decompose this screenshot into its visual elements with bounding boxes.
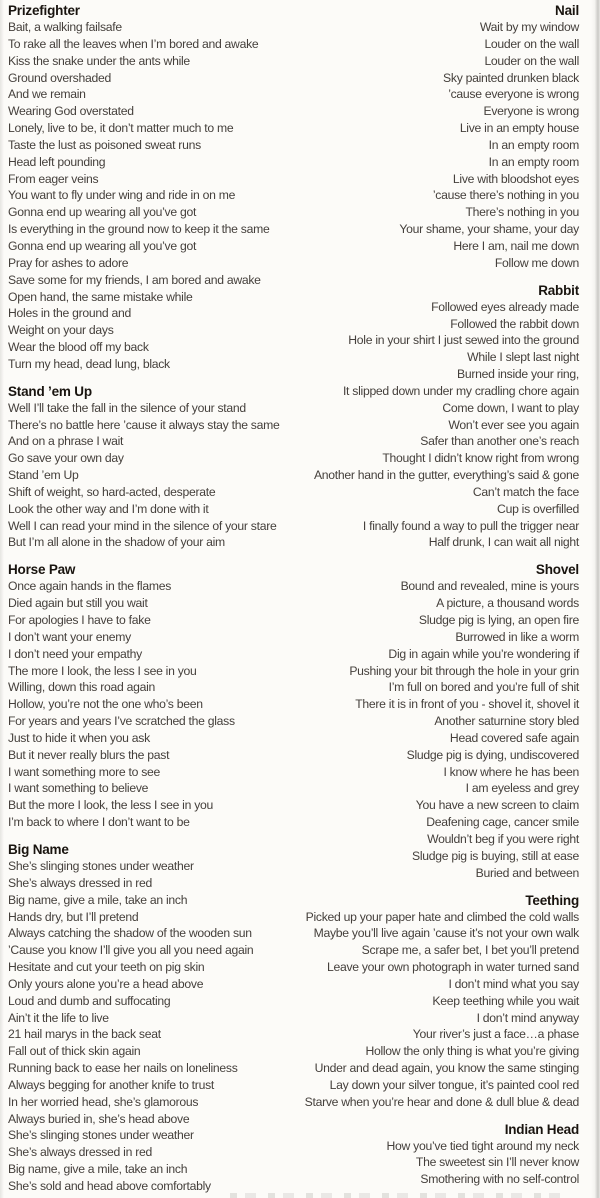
lyric-line: Taste the lust as poisoned sweat runs — [8, 137, 201, 152]
lyric-line: But I’m all alone in the shadow of your aim — [8, 535, 225, 550]
lyric-line: Cup is overfilled — [497, 501, 579, 516]
lyric-line: Safer than another one’s reach — [420, 434, 579, 449]
lyric-line: Followed the rabbit down — [450, 316, 579, 331]
lyric-line: Gonna end up wearing all you’ve got — [8, 205, 197, 220]
lyric-line: Bound and revealed, mine is yours — [400, 579, 579, 594]
lyric-line: Wait by my window — [479, 20, 579, 34]
song-section — [300, 282, 579, 552]
lyric-line: I’m full on bored and you’re full of shit — [388, 680, 579, 695]
lyric-line: Hole in your shirt I just sewed into the ground — [348, 333, 579, 348]
lyric-line: Your shame, your shame, your day — [399, 222, 579, 237]
song-title: Teething — [525, 892, 579, 908]
song-title: Nail — [555, 3, 579, 18]
lyric-line: Kiss the snake under the ants while — [8, 53, 190, 68]
song-section — [8, 383, 300, 552]
lyric-line: Smothering with no self-control — [420, 1172, 579, 1187]
lyric-line: Live in an empty house — [459, 121, 579, 136]
lyric-line: I don’t need your empathy — [8, 646, 142, 661]
lyric-line: It slipped down under my cradling chore again — [342, 383, 579, 398]
lyric-line: A picture, a thousand words — [436, 596, 579, 611]
lyric-line: The sweetest sin I’ll never know — [415, 1155, 579, 1170]
song-title: Big Name — [8, 841, 69, 857]
lyric-line: Deafening cage, cancer smile — [426, 815, 579, 830]
lyric-line: Burrowed in like a worm — [455, 629, 579, 644]
lyric-line: For years and years I’ve scratched the glass — [8, 714, 235, 729]
lyric-line: Running back to ease her nails on loneliness — [8, 1061, 238, 1076]
lyric-line: Your river’s just a face…a phase — [412, 1027, 579, 1042]
lyric-line: Gonna end up wearing all you’ve got — [8, 238, 197, 253]
lyric-line: You have a new screen to claim — [415, 798, 579, 813]
lyric-line: And on a phrase I wait — [8, 434, 124, 449]
song-section — [300, 2, 579, 272]
lyric-line: In an empty room — [488, 154, 579, 169]
lyric-line: Big name, give a mile, take an inch — [8, 892, 188, 907]
lyric-line: Starve when you’re hear and done & dull blue & dead — [304, 1094, 579, 1109]
lyric-line: Willing, down this road again — [8, 680, 156, 695]
lyric-line: I don’t mind what you say — [448, 976, 579, 991]
lyric-line: Hollow, you’re not the one who’s been — [8, 697, 203, 712]
left-column — [0, 2, 300, 1198]
lyric-line: Is everything in the ground now to keep it the same — [8, 222, 270, 237]
lyric-line: Fall out of thick skin again — [8, 1044, 141, 1059]
lyric-line: I want something more to see — [8, 764, 161, 779]
lyric-line: Wouldn’t beg if you were right — [427, 831, 579, 846]
lyric-line: I don’t mind anyway — [476, 1010, 579, 1025]
lyric-line: You want to fly under wing and ride in on me — [8, 188, 236, 203]
song-section — [300, 1121, 579, 1189]
lyric-line: And we remain — [8, 87, 86, 102]
lyric-line: Turn my head, dead lung, black — [8, 356, 170, 371]
lyric-line: Holes in the ground and — [8, 306, 131, 321]
lyric-line: Open hand, the same mistake while — [8, 289, 193, 304]
lyric-line: 21 hail marys in the back seat — [8, 1027, 161, 1042]
lyric-line: There’s nothing in you — [465, 205, 579, 220]
lyric-line: Maybe you’ll live again ’cause it’s not your own walk — [313, 926, 579, 941]
lyric-line: I am eyeless and grey — [465, 781, 579, 796]
lyric-line: Scrape me, a safer bet, I bet you’ll pretend — [361, 943, 579, 958]
lyric-line: Dig in again while you’re wondering if — [388, 646, 579, 661]
lyric-line: Come down, I want to play — [442, 400, 579, 415]
lyric-line: She’s always dressed in red — [8, 1145, 152, 1160]
lyric-line: How you’ve tied tight around my neck — [386, 1138, 579, 1153]
lyric-line: Louder on the wall — [484, 36, 579, 51]
lyric-line: She’s slinging stones under weather — [8, 1128, 194, 1143]
right-column — [300, 2, 600, 1198]
lyric-line: Ground overshaded — [8, 70, 111, 85]
lyric-line: Another hand in the gutter, everything’s said & gone — [313, 468, 579, 483]
lyric-line: Always begging for another knife to trust — [8, 1077, 214, 1092]
lyric-line: Hands dry, but I’ll pretend — [8, 909, 139, 924]
lyric-line: Under and dead again, you know the same stinging — [314, 1061, 579, 1076]
lyric-line: Lonely, live to be, it don’t matter much to me — [8, 121, 234, 136]
lyric-line: Everyone is wrong — [483, 104, 579, 119]
lyric-line: Pray for ashes to adore — [8, 255, 129, 270]
lyric-line: I’m back to where I don’t want to be — [8, 815, 190, 830]
lyric-line: Weight on your days — [8, 323, 114, 338]
lyric-line: I know where he has been — [443, 764, 579, 779]
lyric-line: Head left pounding — [8, 154, 106, 169]
lyric-line: I want something to believe — [8, 781, 149, 796]
lyric-line: Hollow the only thing is what you’re giving — [365, 1044, 579, 1059]
lyric-line: Stand ’em Up — [8, 468, 79, 483]
lyric-line: Once again hands in the flames — [8, 579, 172, 594]
lyric-line: Wearing God overstated — [8, 104, 134, 119]
lyric-line: Just to hide it when you ask — [8, 730, 150, 745]
lyric-line: Picked up your paper hate and climbed the cold walls — [305, 909, 579, 924]
lyric-line: Well I can read your mind in the silence of your stare — [8, 518, 277, 533]
song-section — [300, 561, 579, 881]
lyric-line: Won’t ever see you again — [448, 417, 579, 432]
lyric-line: But the more I look, the less I see in you — [8, 798, 214, 813]
lyric-line: Half drunk, I can wait all night — [428, 535, 579, 550]
lyric-line: Big name, give a mile, take an inch — [8, 1162, 188, 1177]
song-section — [8, 2, 300, 373]
lyric-line: Can’t match the face — [472, 484, 579, 499]
lyric-line: Pushing your bit through the hole in your grin — [349, 663, 579, 678]
lyric-line: Well I’ll take the fall in the silence of your stand — [8, 400, 246, 415]
lyric-line: While I slept last night — [467, 350, 579, 365]
song-title: Stand ’em Up — [8, 383, 92, 399]
lyric-line: She’s always dressed in red — [8, 875, 152, 890]
lyric-line: There it is in front of you - shovel it, shovel it — [355, 697, 579, 712]
lyric-line: Live with bloodshot eyes — [452, 171, 579, 186]
lyric-line: The more I look, the less I see in you — [8, 663, 197, 678]
song-section — [300, 892, 579, 1111]
lyric-line: Thought I didn’t know right from wrong — [382, 451, 579, 466]
lyric-line: Always buried in, she’s head above — [8, 1111, 190, 1126]
lyric-line: But it never really blurs the past — [8, 747, 170, 762]
lyric-line: Followed eyes already made — [431, 299, 579, 314]
lyric-line: Here I am, nail me down — [453, 238, 579, 253]
song-section — [8, 841, 300, 1195]
lyric-line: In her worried head, she’s glamorous — [8, 1094, 199, 1109]
lyric-line: ’cause everyone is wrong — [448, 87, 579, 102]
lyric-line: Loud and dumb and suffocating — [8, 993, 171, 1008]
lyric-line: Sludge pig is lying, an open fire — [418, 613, 579, 627]
lyric-line: Save some for my friends, I am bored and awake — [8, 272, 261, 287]
lyric-line: Only yours alone you’re a head above — [8, 976, 204, 991]
song-title: Prizefighter — [8, 3, 80, 18]
song-title: Horse Paw — [8, 562, 76, 578]
song-section — [8, 561, 300, 831]
lyric-line: Sludge pig is dying, undiscovered — [406, 747, 579, 762]
lyric-line: Lay down your silver tongue, it’s painted cool red — [329, 1077, 579, 1092]
lyric-line: For apologies I have to fake — [8, 613, 151, 627]
lyric-line: Shift of weight, so hard-acted, desperate — [8, 484, 216, 499]
lyric-line: She’s slinging stones under weather — [8, 858, 194, 873]
song-title: Shovel — [535, 562, 579, 578]
lyric-line: There’s no battle here ’cause it always stay the same — [8, 417, 280, 432]
lyric-line: To rake all the leaves when I’m bored and awake — [8, 36, 259, 51]
lyric-line: Go save your own day — [8, 451, 124, 466]
song-title: Rabbit — [538, 282, 579, 298]
lyric-line: Another saturnine story bled — [434, 714, 579, 729]
lyric-line: Follow me down — [494, 255, 579, 270]
lyric-line: I don’t want your enemy — [8, 629, 131, 644]
lyric-line: Wear the blood off my back — [8, 340, 149, 355]
lyric-line: Sludge pig is buying, still at ease — [411, 848, 579, 863]
lyric-line: Leave your own photograph in water turned sand — [326, 960, 579, 975]
lyric-line: Hesitate and cut your teeth on pig skin — [8, 960, 205, 975]
lyric-line: Bait, a walking failsafe — [8, 20, 122, 34]
lyric-line: Head covered safe again — [449, 730, 579, 745]
lyric-line: Burned inside your ring, — [457, 367, 579, 382]
song-title: Indian Head — [504, 1121, 579, 1137]
lyric-line: Died again but still you wait — [8, 596, 148, 611]
lyric-line: ’cause there’s nothing in you — [432, 188, 579, 203]
lyric-line: From eager veins — [8, 171, 99, 186]
lyric-line: ’Cause you know I’ll give you all you need again — [8, 943, 254, 958]
lyric-line: Always catching the shadow of the wooden sun — [8, 926, 252, 941]
lyric-line: Look the other way and I’m done with it — [8, 501, 209, 516]
lyric-line: In an empty room — [488, 137, 579, 152]
lyric-line: Ain’t it the life to live — [8, 1010, 109, 1025]
lyric-line: Keep teething while you wait — [432, 993, 579, 1008]
lyric-line: Buried and between — [475, 865, 579, 880]
lyric-line: She’s sold and head above comfortably — [8, 1179, 211, 1193]
lyric-line: I finally found a way to pull the trigger near — [362, 518, 579, 533]
lyric-line: Sky painted drunken black — [443, 70, 579, 85]
lyric-line: Louder on the wall — [484, 53, 579, 68]
